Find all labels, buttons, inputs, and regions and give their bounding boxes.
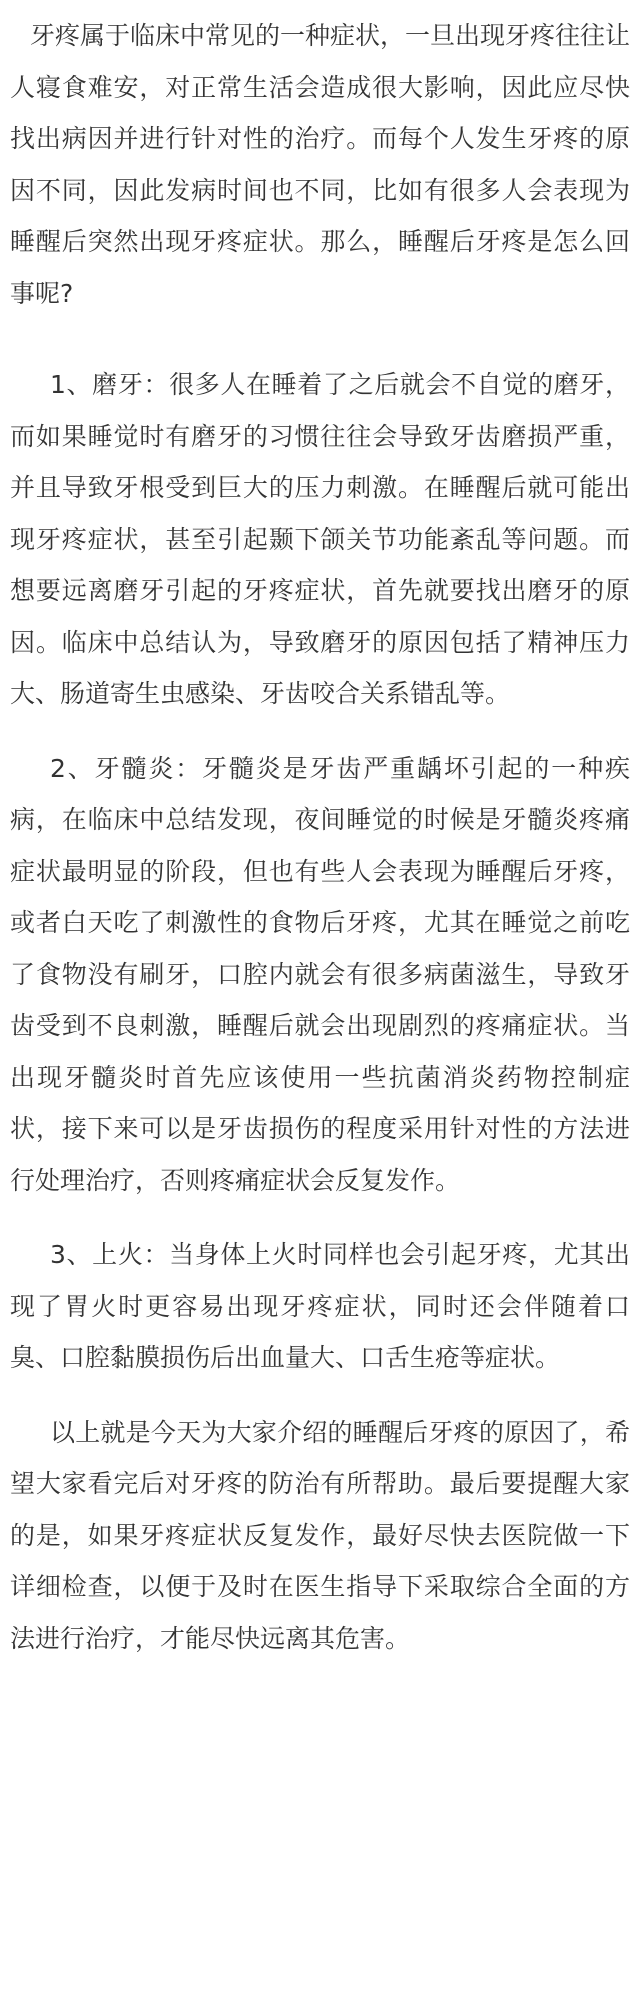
paragraph-internal-heat: 3、上火：当身体上火时同样也会引起牙疼，尤其出现了胃火时更容易出现牙疼症状，同时还会伴随着口臭、口腔黏膜损伤后出血量大、口舌生疮等症状。	[10, 1240, 630, 1372]
paragraph-grinding-teeth: 1、磨牙：很多人在睡着了之后就会不自觉的磨牙，而如果睡觉时有磨牙的习惯往往会导致牙齿磨损严重，并且导致牙根受到巨大的压力刺激。在睡醒后就可能出现牙疼症状，甚至引起颞下颌关节功能紊乱等问题。而想要远离磨牙引起的牙疼症状，首先就要找出磨牙的原因。临床中总结认为，导致磨牙的原因包括了精神压力大、肠道寄生虫感染、牙齿咬合关系错乱等。	[10, 370, 630, 708]
paragraph-pulpitis: 2、牙髓炎：牙髓炎是牙齿严重龋坏引起的一种疾病，在临床中总结发现，夜间睡觉的时候是牙髓炎疼痛症状最明显的阶段，但也有些人会表现为睡醒后牙疼，或者白天吃了刺激性的食物后牙疼，尤其在睡觉之前吃了食物没有刷牙，口腔内就会有很多病菌滋生，导致牙齿受到不良刺激，睡醒后就会出现剧烈的疼痛症状。当出现牙髓炎时首先应该使用一些抗菌消炎药物控制症状，接下来可以是牙齿损伤的程度采用针对性的方法进行处理治疗，否则疼痛症状会反复发作。	[10, 753, 630, 1195]
paragraph-intro: 牙疼属于临床中常见的一种症状，一旦出现牙疼往往让人寝食难安，对正常生活会造成很大影响，因此应尽快找出病因并进行针对性的治疗。而每个人发生牙疼的原因不同，因此发病时间也不同，比如有很多人会表现为睡醒后突然出现牙疼症状。那么，睡醒后牙疼是怎么回事呢?	[10, 21, 631, 308]
paragraph-conclusion: 以上就是今天为大家介绍的睡醒后牙疼的原因了，希望大家看完后对牙疼的防治有所帮助。最后要提醒大家的是，如果牙疼症状反复发作，最好尽快去医院做一下详细检查，以便于及时在医生指导下采取综合全面的方法进行治疗，才能尽快远离其危害。	[10, 1417, 630, 1653]
